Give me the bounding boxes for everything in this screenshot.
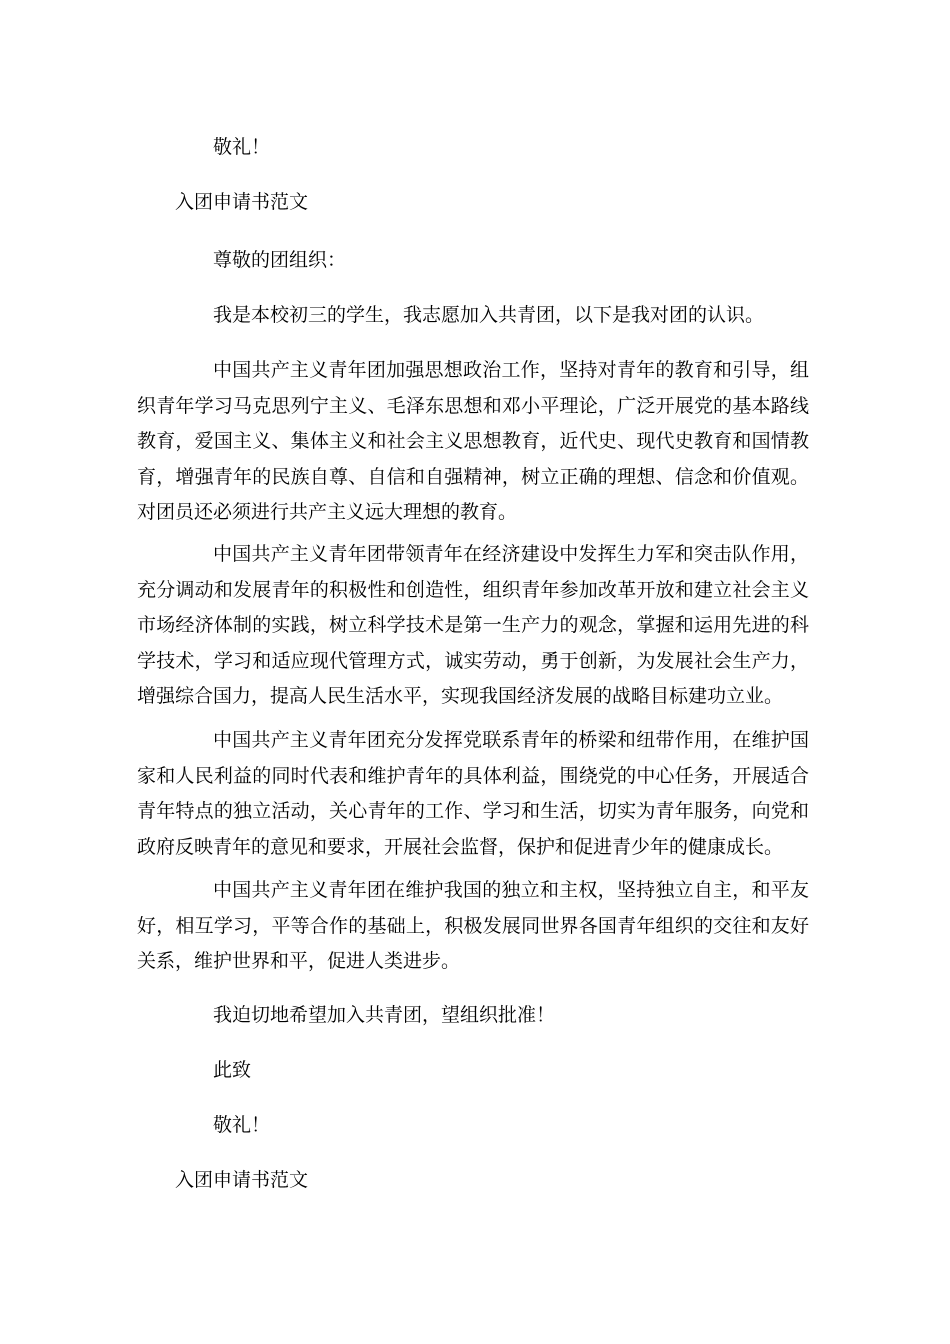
section-title: 入团申请书范文 (175, 191, 309, 213)
body-paragraph-2: 中国共产主义青年团带领青年在经济建设中发挥生力军和突击队作用，充分调动和发展青年的积极性和创造性，组织青年参加改革开放和建立社会主义市场经济体制的实践，树立科学技术是第一生产力的观念，掌握和运用先进的科学技术，学习和适应现代管理方式，诚实劳动，勇于创新，为发展社会生产力，增强综合国力，提高人民生活水平，实现我国经济发展的战略目标建功立业。 (137, 543, 809, 707)
closing-wish: 我迫切地希望加入共青团，望组织批准！ (213, 1004, 556, 1026)
body-paragraph-1: 中国共产主义青年团加强思想政治工作，坚持对青年的教育和引导，组织青年学习马克思列宁主义、毛泽东思想和邓小平理论，广泛开展党的基本路线教育，爱国主义、集体主义和社会主义思想教育，近代史、现代史教育和国情教育，增强青年的民族自尊、自信和自强精神，树立正确的理想、信念和价值观。对团员还必须进行共产主义远大理想的教育。 (137, 359, 809, 523)
body-paragraph-3: 中国共产主义青年团充分发挥党联系青年的桥梁和纽带作用，在维护国家和人民利益的同时代表和维护青年的具体利益，围绕党的中心任务，开展适合青年特点的独立活动，关心青年的工作、学习和生活，切实为青年服务，向党和政府反映青年的意见和要求，开展社会监督，保护和促进青少年的健康成长。 (137, 729, 809, 858)
closing-phrase: 此致 (213, 1059, 252, 1081)
body-paragraph-4: 中国共产主义青年团在维护我国的独立和主权，坚持独立自主，和平友好，相互学习，平等合作的基础上，积极发展同世界各国青年组织的交往和友好关系，维护世界和平，促进人类进步。 (137, 879, 809, 972)
top-closing: 敬礼！ (213, 136, 271, 158)
closing-salute: 敬礼！ (213, 1114, 271, 1136)
next-section-title: 入团申请书范文 (175, 1169, 309, 1191)
intro-paragraph: 我是本校初三的学生，我志愿加入共青团，以下是我对团的认识。 (213, 304, 765, 326)
salutation: 尊敬的团组织： (213, 249, 347, 271)
